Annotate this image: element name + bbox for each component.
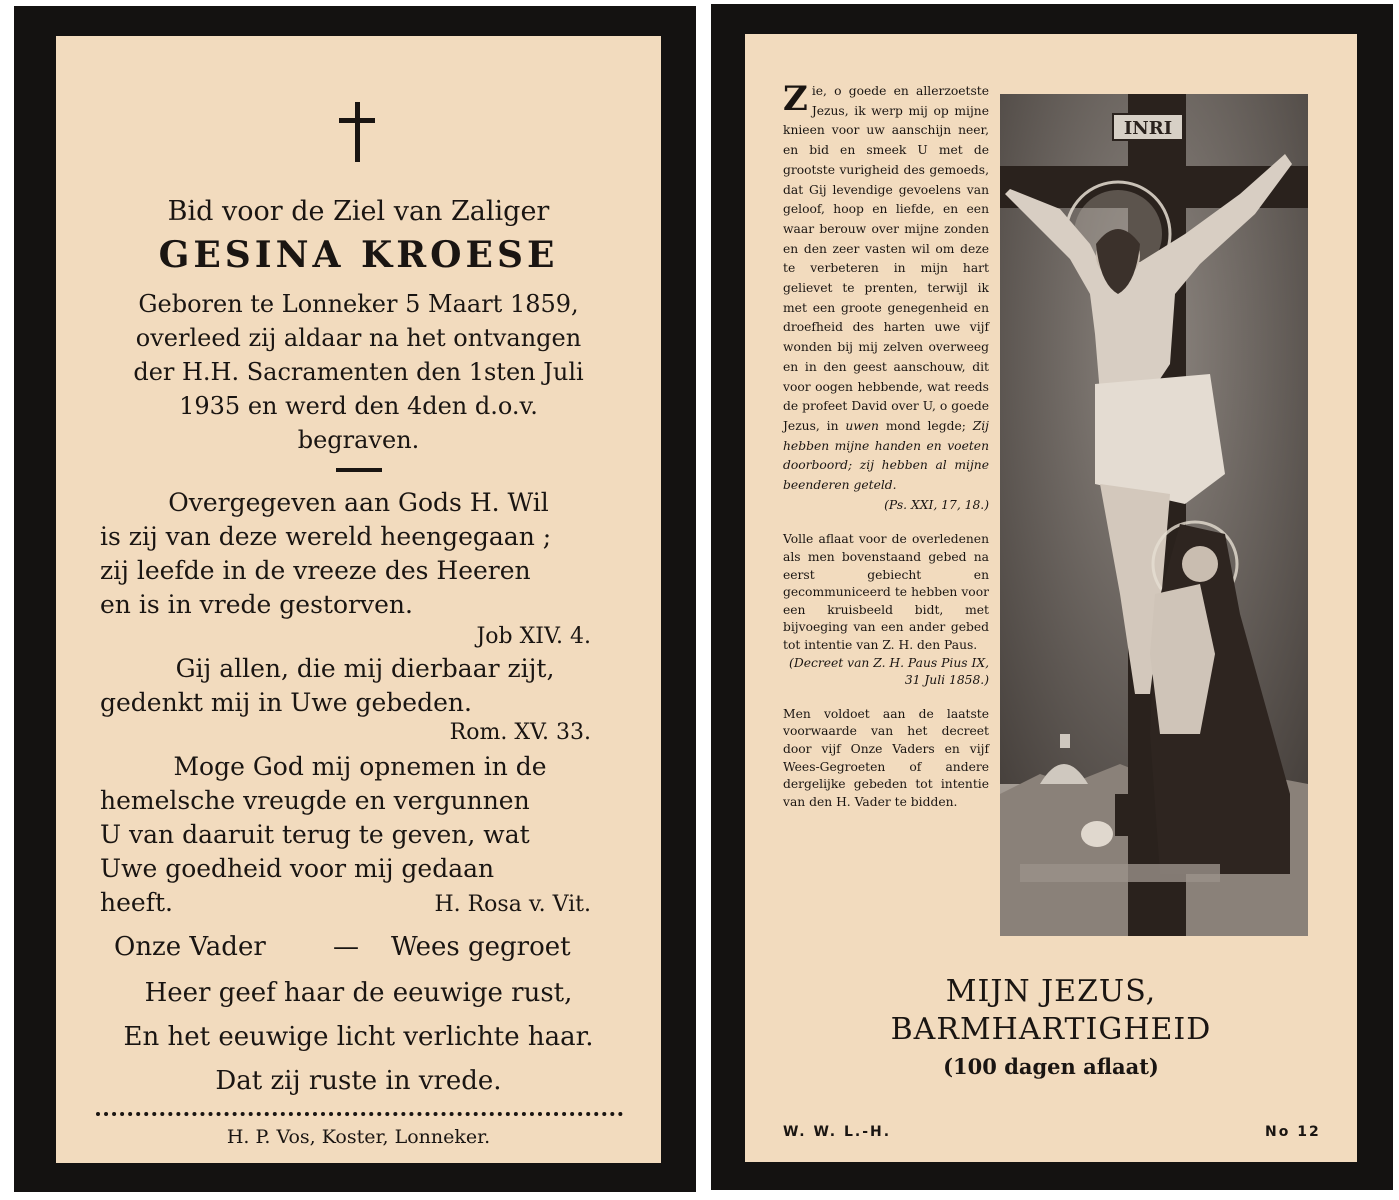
quote-line: U van daaruit terug te geven, wat <box>100 820 530 849</box>
prayer-text-mid: mond legde; <box>885 418 966 433</box>
scripture-ref: Job XIV. 4. <box>476 624 591 649</box>
quote-line: Overgegeven aan Gods H. Wil <box>168 488 549 517</box>
decree-ref: (Decreet van Z. H. Paus Pius IX, 31 Juli 1858.) <box>789 655 989 688</box>
crucifixion-illustration <box>1000 94 1308 936</box>
condition-text: Men voldoet aan de laatste voorwaarde van het decreet door vijf Onze Vaders en vijf Wees-Gegroeten of andere dergelijke gebeden tot intentie van den H. Vader te bidden. <box>783 706 989 809</box>
card-number: No 12 <box>1265 1124 1321 1140</box>
prayer-column <box>783 79 989 811</box>
drop-cap: Z <box>783 79 808 119</box>
quote-line: Moge God mij opnemen in de <box>173 752 547 781</box>
card-title-line2: BARMHARTIGHEID <box>890 1012 1212 1047</box>
memorial-card-back <box>711 4 1393 1190</box>
card-front-paper <box>56 36 661 1163</box>
card-title-line1: MIJN JEZUS, <box>945 974 1157 1009</box>
cross-icon <box>339 102 375 162</box>
divider <box>336 468 382 472</box>
prayer-text: ie, o goede en allerzoetste Jezus, ik werp mij op mijne knieen voor uw aanschijn neer, en bid en smeek U met de grootste vurigheid des gemoeds, dat Gij levendige gevoelens van geloof, hoop en liefde, en een waar berouw over mijne zonden en den zeer vasten wil om deze te verbeteren in mijn hart gelievet te prenten, terwijl ik met een groote genegenheid en droefheid des harten uwe vijf wonden bij mij zelven overweeg en in den geest aanschouw, dit voor oogen hebbende, wat reeds de profeet David over U, o goede Jezus, in <box>783 84 989 433</box>
quote-line: Uwe goedheid voor mij gedaan <box>100 854 495 883</box>
prayer-hail-mary: Wees gegroet <box>391 932 571 962</box>
quote-line: en is in vrede gestorven. <box>100 590 413 619</box>
quote-line: is zij van deze wereld heengegaan ; <box>100 522 552 551</box>
bio-line: overleed zij aldaar na het ontvangen <box>135 324 582 352</box>
closing-line: Dat zij ruste in vrede. <box>215 1066 502 1096</box>
indulgence-text: Volle aflaat voor de overledenen als men bovenstaand gebed na eerst gebiecht en gecommuniceerd te hebben voor een kruisbeeld bidt, met bijvoeging van een ander gebed tot intentie van Z. H. den Paus. <box>783 532 989 653</box>
bio-line: Geboren te Lonneker 5 Maart 1859, <box>138 290 579 318</box>
inri-plaque: INRI <box>1123 118 1173 139</box>
quote-line: hemelsche vreugde en vergunnen <box>100 786 530 815</box>
bio-line: der H.H. Sacramenten den 1sten Juli <box>133 358 584 386</box>
prayer-dash: — <box>333 932 359 962</box>
scripture-ref: Rom. XV. 33. <box>449 720 591 745</box>
quote-line: gedenkt mij in Uwe gebeden. <box>100 688 472 717</box>
prayer-italic: uwen <box>845 418 879 433</box>
closing-line: Heer geef haar de eeuwige rust, <box>144 978 573 1008</box>
printer-credit: H. P. Vos, Koster, Lonneker. <box>226 1126 491 1148</box>
quote-line: zij leefde in de vreeze des Heeren <box>100 556 531 585</box>
publisher-mark: W. W. L.-H. <box>783 1124 892 1140</box>
dotted-divider <box>96 1112 623 1116</box>
crucifixion-image <box>1000 94 1308 936</box>
prayer-our-father: Onze Vader <box>114 932 266 962</box>
quote-line: Gij allen, die mij dierbaar zijt, <box>175 654 555 683</box>
intro-text: Bid voor de Ziel van Zaliger <box>167 196 550 227</box>
deceased-name: GESINA KROESE <box>158 234 559 276</box>
closing-line: En het eeuwige licht verlichte haar. <box>123 1022 594 1052</box>
psalm-ref: (Ps. XXI, 17, 18.) <box>884 497 989 512</box>
psalm-quote: Zij hebben mijne handen en voeten doorboord; zij hebben al mijne beenderen geteld. <box>783 418 989 493</box>
quote-line: heeft. <box>100 888 173 917</box>
card-back-paper <box>745 34 1357 1162</box>
bio-line: begraven. <box>297 426 420 454</box>
bio-line: 1935 en werd den 4den d.o.v. <box>179 392 538 420</box>
memorial-card-front <box>14 6 696 1192</box>
scripture-ref: H. Rosa v. Vit. <box>434 892 591 917</box>
card-subtitle: (100 dagen aflaat) <box>943 1054 1159 1079</box>
